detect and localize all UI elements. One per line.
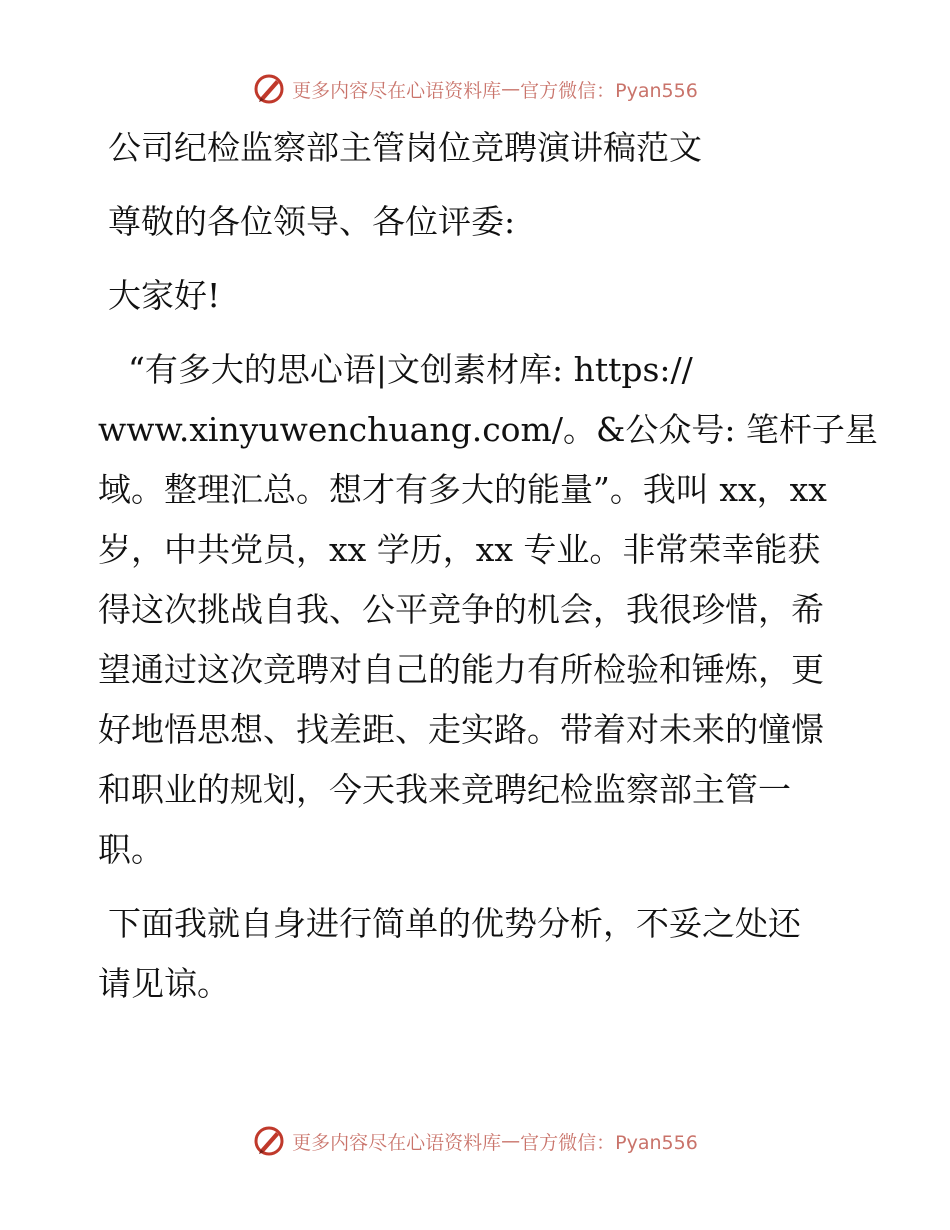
paragraph-analysis — [98, 894, 868, 1014]
paragraph-line: 域。整理汇总。想才有多大的能量”。我叫 xx，xx — [98, 470, 827, 509]
paragraph-line: 下面我就自身进行简单的优势分析，不妥之处还 — [108, 904, 801, 943]
watermark-main-text: 更多内容尽在心语资料库 — [292, 1131, 502, 1154]
pen-logo-icon — [252, 1124, 286, 1158]
pen-logo-icon — [252, 72, 286, 106]
salutation: 尊敬的各位领导、各位评委: — [108, 202, 516, 241]
paragraph-line: 好地悟思想、找差距、走实路。带着对未来的憧憬 — [98, 710, 824, 749]
watermark-separator: — — [501, 1130, 521, 1152]
header-watermark — [0, 72, 950, 106]
watermark-contact: 官方微信：Pyan556 — [520, 1131, 698, 1154]
paragraph-line: 岁，中共党员，xx 学历，xx 专业。非常荣幸能获 — [98, 530, 821, 569]
paragraph-line: “有多大的思心语|文创素材库: https:// — [128, 350, 693, 389]
footer-watermark — [0, 1124, 950, 1158]
greeting: 大家好! — [108, 276, 221, 315]
paragraph-line: 得这次挑战自我、公平竞争的机会，我很珍惜，希 — [98, 590, 824, 629]
paragraph-line: 和职业的规划，今天我来竞聘纪检监察部主管一 — [98, 770, 791, 809]
paragraph-line: 请见谅。 — [98, 964, 230, 1003]
document-body — [98, 118, 878, 1028]
paragraph-line: 职。 — [98, 830, 164, 869]
paragraph-intro — [98, 340, 878, 880]
watermark-contact: 官方微信：Pyan556 — [520, 79, 698, 102]
paragraph-line: www.xinyuwenchuang.com/。&公众号: 笔杆子星 — [98, 410, 878, 449]
paragraph-line: 望通过这次竞聘对自己的能力有所检验和锤炼，更 — [98, 650, 824, 689]
watermark-main-text: 更多内容尽在心语资料库 — [292, 79, 502, 102]
watermark-separator: — — [501, 78, 521, 100]
document-title: 公司纪检监察部主管岗位竞聘演讲稿范文 — [108, 128, 702, 167]
